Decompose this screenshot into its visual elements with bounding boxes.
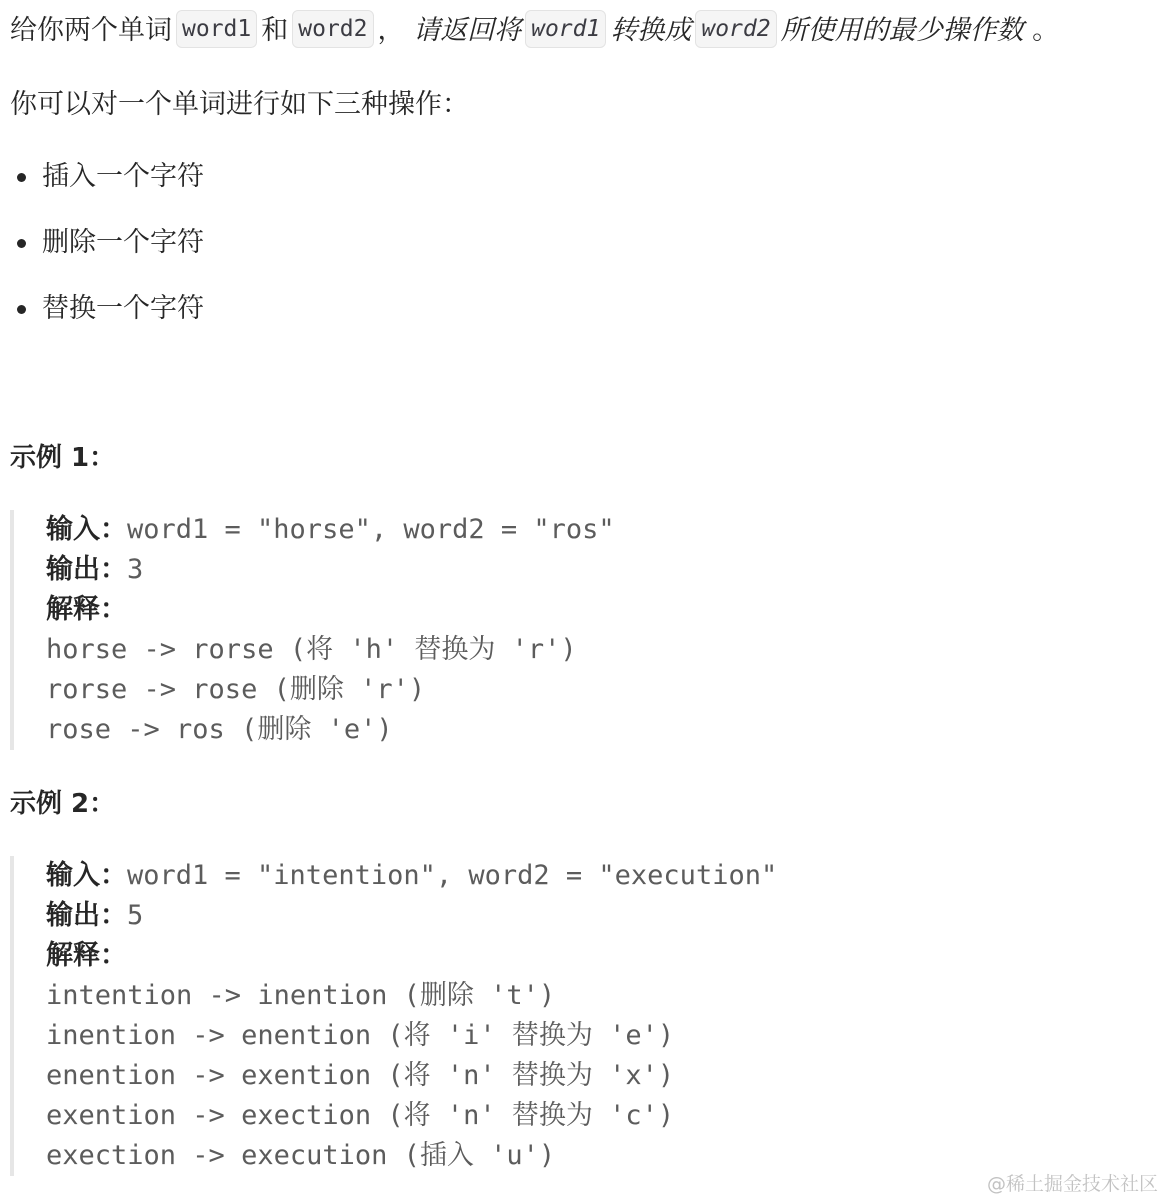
- output-value: 3: [127, 554, 144, 585]
- list-item: 删除一个字符: [10, 218, 204, 284]
- intro-emphasis-3: 所使用的最少操作数: [780, 15, 1024, 46]
- example-1-title: 示例 1：: [10, 443, 116, 473]
- example-1-output-line: [46, 550, 615, 590]
- list-item: 插入一个字符: [10, 152, 204, 218]
- example-1-input-line: [46, 510, 615, 550]
- input-value: word1 = "horse", word2 = "ros": [127, 514, 615, 545]
- output-value: 5: [127, 900, 144, 931]
- explain-step: intention -> inention (删除 't'): [46, 980, 556, 1011]
- explain-label: 解释：: [46, 594, 127, 625]
- example-1-explain-line: [46, 590, 615, 630]
- explain-step: rorse -> rose (删除 'r'): [46, 674, 426, 705]
- code-word1-emphasis: word1: [525, 10, 606, 48]
- code-word1: word1: [176, 10, 257, 48]
- operations-list: [10, 152, 204, 350]
- operations-title: 你可以对一个单词进行如下三种操作：: [10, 89, 469, 120]
- output-label: 输出：: [46, 900, 127, 931]
- explain-step: enention -> exention (将 'n' 替换为 'x'): [46, 1060, 675, 1091]
- example-2-block: [10, 856, 777, 1176]
- explain-step: exention -> exection (将 'n' 替换为 'c'): [46, 1100, 675, 1131]
- intro-emphasis-1: 请返回将: [413, 15, 522, 46]
- example-2-explain-line: [46, 936, 777, 976]
- explain-step: exection -> execution (插入 'u'): [46, 1140, 556, 1171]
- example-1-block: [10, 510, 615, 750]
- input-label: 输入：: [46, 514, 127, 545]
- input-label: 输入：: [46, 860, 127, 891]
- intro-emphasis-2: 转换成: [610, 15, 692, 46]
- explain-label: 解释：: [46, 940, 127, 971]
- intro-text-4: 。: [1023, 15, 1060, 46]
- example-2-input-line: [46, 856, 777, 896]
- example-2-output-line: [46, 896, 777, 936]
- explain-step: inention -> enention (将 'i' 替换为 'e'): [46, 1020, 675, 1051]
- code-word2: word2: [292, 10, 373, 48]
- explain-step: horse -> rorse (将 'h' 替换为 'r'): [46, 634, 577, 665]
- intro-paragraph: [10, 6, 1059, 56]
- intro-text-3: ，: [377, 15, 405, 46]
- input-value: word1 = "intention", word2 = "execution": [127, 860, 778, 891]
- intro-text-1: 给你两个单词: [10, 15, 172, 46]
- example-2-title: 示例 2：: [10, 789, 116, 819]
- watermark: @稀土掘金技术社区: [986, 1173, 1158, 1195]
- intro-text-2: 和: [261, 15, 289, 46]
- output-label: 输出：: [46, 554, 127, 585]
- code-word2-emphasis: word2: [695, 10, 776, 48]
- explain-step: rose -> ros (删除 'e'): [46, 714, 393, 745]
- list-item: 替换一个字符: [10, 284, 204, 350]
